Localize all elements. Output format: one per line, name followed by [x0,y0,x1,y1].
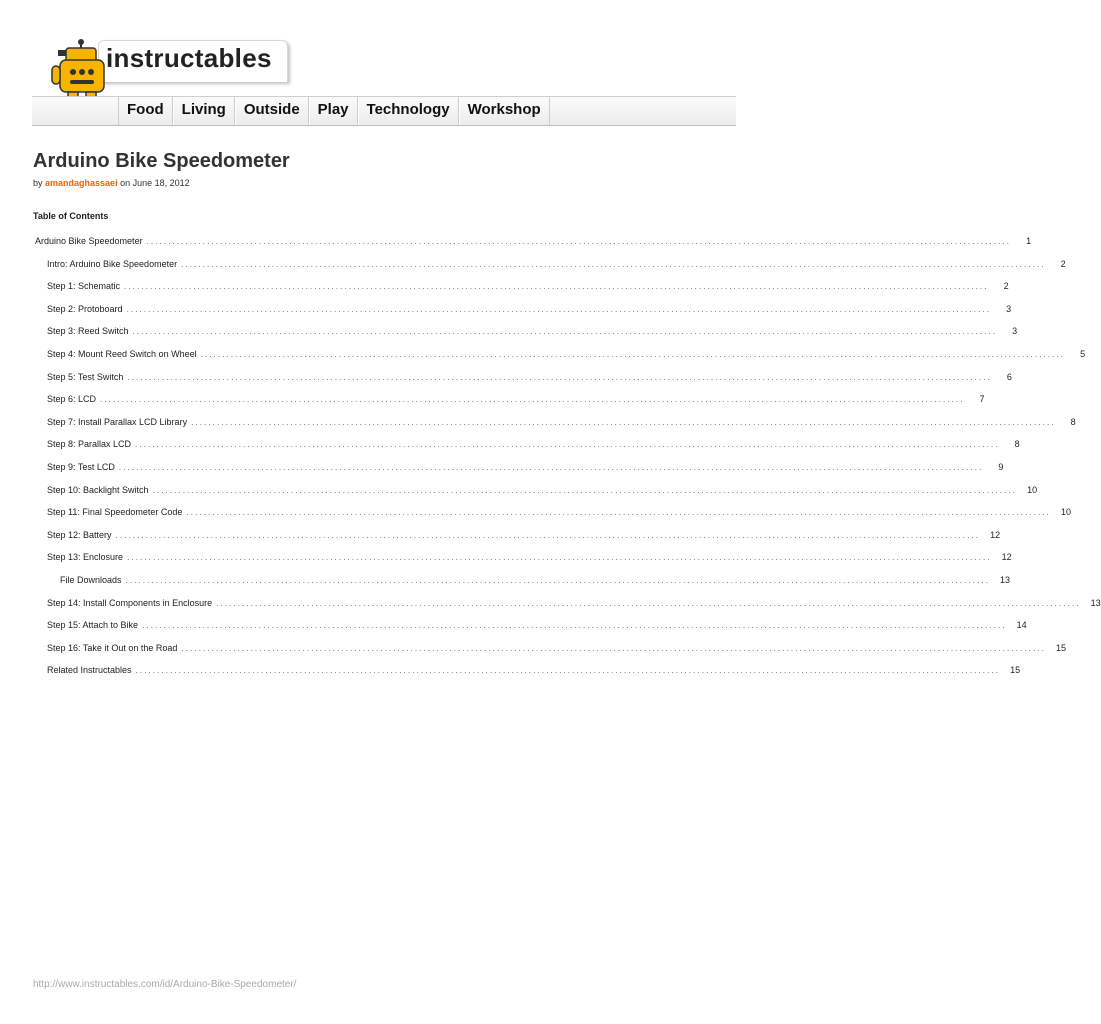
toc-leader-dots: ........................................................................................................................................................................................................ [127,373,992,382]
toc-entry-page: 3 [1012,326,1018,336]
toc-entry[interactable] [47,643,1066,655]
category-nav [32,96,736,126]
toc-entry[interactable] [47,620,1027,632]
toc-leader-dots: ........................................................................................................................................................................................................ [135,666,1001,675]
footer-url[interactable]: http://www.instructables.com/id/Arduino-Bike-Speedometer/ [33,979,297,990]
toc-leader-dots: ........................................................................................................................................................................................................ [118,463,984,472]
toc-leader-dots: ........................................................................................................................................................................................................ [125,576,991,585]
toc-entry-label: Step 1: Schematic [47,281,121,291]
toc-entry[interactable] [47,326,1018,338]
nav-play[interactable]: Play [309,97,358,125]
toc-entry-page: 15 [1010,665,1021,675]
toc-entry-label: Step 3: Reed Switch [47,326,129,336]
toc-heading: Table of Contents [33,211,109,221]
toc-entry-label: Step 4: Mount Reed Switch on Wheel [47,349,197,359]
toc-entry[interactable] [47,349,1086,361]
toc-entry-label: Step 9: Test LCD [47,462,115,472]
toc-leader-dots: ........................................................................................................................................................................................................ [200,350,1066,359]
toc-entry[interactable] [35,236,1032,248]
toc-entry[interactable] [47,439,1020,451]
toc-entry-page: 10 [1060,507,1071,517]
toc-leader-dots: ........................................................................................................................................................................................................ [186,508,1051,517]
page-title: Arduino Bike Speedometer [33,150,290,172]
toc-leader-dots: ........................................................................................................................................................................................................ [135,440,1000,449]
toc-entry-page: 2 [1003,281,1009,291]
toc-entry[interactable] [47,394,985,406]
toc-leader-dots: ........................................................................................................................................................................................................ [100,395,965,404]
toc-entry-label: Step 2: Protoboard [47,304,123,314]
nav-technology[interactable]: Technology [358,97,459,125]
toc-entry[interactable] [47,259,1066,271]
toc-leader-dots: ........................................................................................................................................................................................................ [216,599,1081,608]
toc-entry-label: Arduino Bike Speedometer [35,236,143,246]
toc-entry-page: 15 [1055,643,1066,653]
toc-entry-page: 7 [979,394,985,404]
toc-entry-label: Step 10: Backlight Switch [47,485,149,495]
toc-entry[interactable] [47,507,1071,519]
toc-leader-dots: ........................................................................................................................................................................................................ [127,553,992,562]
toc-entry[interactable] [47,462,1004,474]
toc-entry-label: Step 13: Enclosure [47,552,124,562]
nav-living[interactable]: Living [173,97,235,125]
toc-entry[interactable] [47,530,1001,542]
toc-entry-label: Related Instructables [47,665,132,675]
nav-outside[interactable]: Outside [235,97,309,125]
toc-entry[interactable] [60,575,1011,587]
toc-entry-label: Step 16: Take it Out on the Road [47,643,178,653]
toc-entry-page: 9 [998,462,1004,472]
nav-food[interactable]: Food [118,97,173,125]
toc-entry-page: 8 [1070,417,1076,427]
toc-leader-dots: ........................................................................................................................................................................................................ [181,644,1046,653]
toc-entry-page: 10 [1027,485,1038,495]
toc-entry-label: Step 12: Battery [47,530,112,540]
byline-prefix: by [33,178,43,188]
toc-entry-page: 12 [990,530,1001,540]
toc-leader-dots: ........................................................................................................................................................................................................ [191,418,1056,427]
toc-entry-label: File Downloads [60,575,122,585]
author-link[interactable]: amandaghassaei [45,178,118,188]
toc-entry[interactable] [47,281,1009,293]
toc-leader-dots: ........................................................................................................................................................................................................ [181,260,1046,269]
toc-entry-page: 3 [1006,304,1012,314]
toc-entry[interactable] [47,665,1021,677]
toc-entry[interactable] [47,485,1038,497]
toc-leader-dots: ........................................................................................................................................................................................................ [115,531,981,540]
toc-entry[interactable] [47,598,1101,610]
toc-leader-dots: ........................................................................................................................................................................................................ [146,237,1012,246]
publish-date: on June 18, 2012 [120,178,190,188]
toc-leader-dots: ........................................................................................................................................................................................................ [152,486,1018,495]
toc-entry-page: 14 [1016,620,1027,630]
toc-entry-label: Step 11: Final Speedometer Code [47,507,183,517]
toc-entry-page: 5 [1080,349,1086,359]
toc-entry-page: 2 [1060,259,1066,269]
toc-leader-dots: ........................................................................................................................................................................................................ [126,305,992,314]
toc-entry[interactable] [47,552,1012,564]
toc-entry[interactable] [47,304,1012,316]
toc-entry-label: Step 14: Install Components in Enclosure [47,598,213,608]
toc-leader-dots: ........................................................................................................................................................................................................ [124,282,989,291]
toc-leader-dots: ........................................................................................................................................................................................................ [142,621,1007,630]
toc-entry-label: Step 6: LCD [47,394,97,404]
byline [33,178,190,188]
toc-entry[interactable] [47,372,1012,384]
toc-entry-page: 1 [1026,236,1032,246]
nav-workshop[interactable]: Workshop [459,97,550,125]
toc-entry-page: 8 [1014,439,1020,449]
toc-entry-page: 6 [1006,372,1012,382]
toc-entry-label: Intro: Arduino Bike Speedometer [47,259,178,269]
toc-entry-label: Step 5: Test Switch [47,372,124,382]
toc-entry-label: Step 15: Attach to Bike [47,620,139,630]
toc-entry-label: Step 7: Install Parallax LCD Library [47,417,188,427]
toc-entry-page: 13 [1090,598,1101,608]
toc-entry-label: Step 8: Parallax LCD [47,439,132,449]
site-logo[interactable]: instructables [106,43,272,73]
toc-entry-page: 13 [1000,575,1011,585]
toc-entry[interactable] [47,417,1076,429]
toc-leader-dots: ........................................................................................................................................................................................................ [132,327,998,336]
site-header [0,0,768,140]
toc-entry-page: 12 [1001,552,1012,562]
